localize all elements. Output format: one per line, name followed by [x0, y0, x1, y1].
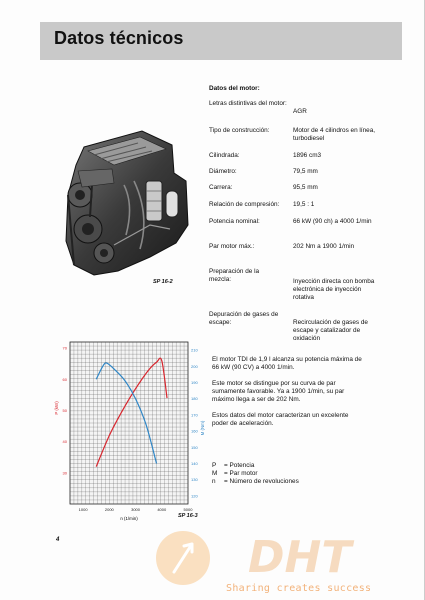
specs-heading: Datos del motor:: [209, 85, 260, 92]
spec-value: 202 Nm a 1900 1/min: [293, 243, 355, 250]
watermark-tagline: Sharing creates success: [226, 583, 372, 594]
right-tick-label: 120: [191, 493, 198, 499]
x-tick-label: 3000: [131, 507, 141, 512]
legend-item: [212, 462, 299, 470]
x-axis-label: n (1/min): [120, 516, 138, 521]
spec-label: Carrera:: [209, 184, 233, 191]
x-tick-label: 2000: [104, 507, 114, 512]
page-number: 4: [56, 537, 60, 543]
chart-figure-caption: SP 16-3: [178, 513, 198, 519]
left-tick-label: 50: [62, 408, 67, 414]
left-axis-ticks: [63, 346, 68, 476]
performance-chart: [44, 338, 210, 522]
spec-value: 19,5 : 1: [293, 201, 315, 208]
x-tick-label: 4000: [157, 507, 167, 512]
spec-label: Depuración de gases de escape:: [209, 311, 279, 326]
spec-label: Tipo de construcción:: [209, 127, 270, 134]
spec-label: Diámetro:: [209, 168, 237, 175]
x-tick-label: 5000: [183, 507, 193, 512]
left-tick-label: 40: [62, 439, 67, 445]
right-axis-ticks: [191, 348, 198, 499]
symbol-legend: [212, 462, 299, 486]
title-bar: [40, 22, 402, 60]
right-tick-label: 160: [191, 428, 198, 434]
spec-value: 79,5 mm: [293, 168, 318, 175]
left-tick-label: 30: [62, 470, 67, 476]
chart-grid: [70, 342, 188, 504]
description-paragraph: El motor TDI de 1,9 l alcanza su potencia máxima de 66 kW (90 CV) a 4000 1/min.: [212, 356, 362, 371]
spec-value: 95,5 mm: [293, 184, 318, 191]
legend-text: = Número de revoluciones: [224, 478, 299, 485]
spec-label: Preparación de la mezcla:: [209, 268, 260, 283]
legend-item: [212, 470, 299, 478]
spec-value: Motor de 4 cilindros en línea, turbodiesel: [293, 127, 376, 142]
right-tick-label: 200: [191, 363, 198, 369]
legend-key: P: [212, 462, 217, 469]
right-tick-label: 180: [191, 396, 198, 402]
description-paragraph: Este motor se distingue por su curva de par sumamente favorable. Ya a 1900 1/min, su par máximo llega a ser de 202 Nm.: [212, 380, 345, 403]
right-tick-label: 170: [191, 412, 198, 418]
spec-value: 1896 cm3: [293, 152, 322, 159]
x-axis-ticks: [79, 507, 194, 512]
spec-label: Potencia nominal:: [209, 218, 260, 225]
left-axis-label: P (kW): [54, 401, 59, 415]
description-paragraph: Estos datos del motor caracterizan un excelente poder de aceleración.: [212, 412, 349, 427]
legend-text: = Potencia: [224, 462, 255, 469]
spec-label: Letras distintivas del motor:: [209, 100, 287, 107]
spec-value: AGR: [293, 108, 307, 115]
engine-illustration: [54, 125, 194, 285]
right-axis-label: M (Nm): [200, 420, 205, 436]
spec-label: Cilindrada:: [209, 152, 240, 159]
spec-value: 66 kW (90 ch) a 4000 1/min: [293, 218, 372, 225]
spec-label: Par motor máx.:: [209, 243, 255, 250]
page-title: Datos técnicos: [54, 28, 184, 48]
engine-figure-caption: SP 16-2: [153, 279, 173, 285]
right-tick-label: 150: [191, 444, 198, 450]
legend-text: = Par motor: [224, 470, 258, 477]
spec-value: Recirculación de gases de escape y catalizador de oxidación: [293, 319, 368, 342]
legend-item: [212, 478, 299, 486]
left-tick-label: 70: [62, 345, 67, 351]
legend-key: M: [212, 470, 218, 477]
right-tick-label: 140: [191, 461, 198, 466]
right-tick-label: 130: [191, 477, 198, 483]
right-tick-label: 190: [191, 380, 198, 385]
description-text: [212, 356, 362, 436]
spec-label: Relación de compresión:: [209, 201, 280, 208]
legend-key: n: [212, 478, 216, 485]
x-tick-label: 1000: [78, 507, 88, 512]
spec-value: Inyección directa con bomba electrónica de inyección rotativa: [293, 278, 375, 301]
left-tick-label: 60: [62, 376, 67, 382]
watermark-logo-text: DHT: [248, 532, 352, 583]
right-tick-label: 210: [191, 347, 198, 353]
